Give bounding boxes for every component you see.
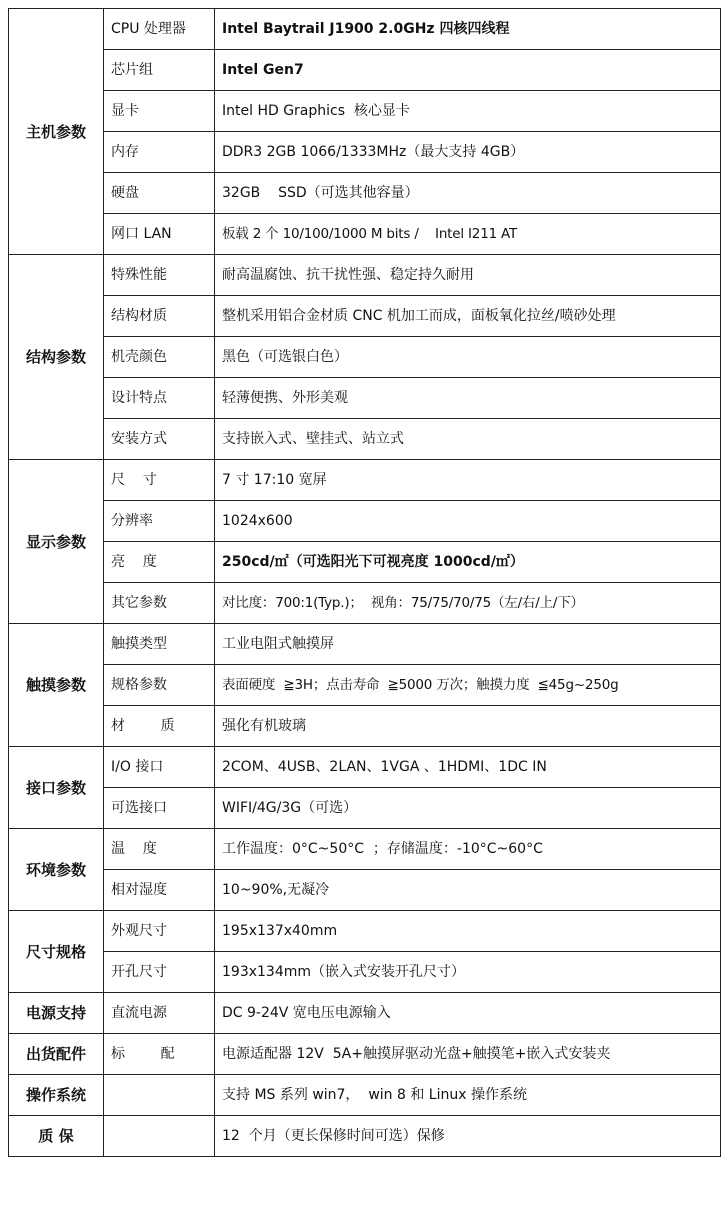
spec-row <box>9 337 721 378</box>
spec-table-body <box>9 9 721 1157</box>
spec-label: 显卡 <box>104 91 215 132</box>
spec-value: 2COM、4USB、2LAN、1VGA 、1HDMI、1DC IN <box>215 747 721 788</box>
category-cell: 接口参数 <box>9 747 104 829</box>
category-cell: 电源支持 <box>9 993 104 1034</box>
spec-label: CPU 处理器 <box>104 9 215 50</box>
spec-label: 特殊性能 <box>104 255 215 296</box>
spec-value: 工业电阻式触摸屏 <box>215 624 721 665</box>
category-cell: 质 保 <box>9 1116 104 1157</box>
spec-value: 12 个月（更长保修时间可选）保修 <box>215 1116 721 1157</box>
spec-value: 7 寸 17:10 宽屏 <box>215 460 721 501</box>
spec-row <box>9 1116 721 1157</box>
spec-value: 支持嵌入式、壁挂式、站立式 <box>215 419 721 460</box>
spec-row <box>9 624 721 665</box>
spec-label: 相对湿度 <box>104 870 215 911</box>
category-cell: 结构参数 <box>9 255 104 460</box>
spec-row <box>9 911 721 952</box>
spec-row <box>9 255 721 296</box>
category-cell: 尺寸规格 <box>9 911 104 993</box>
spec-label: 结构材质 <box>104 296 215 337</box>
spec-value: Intel HD Graphics 核心显卡 <box>215 91 721 132</box>
spec-value: DC 9-24V 宽电压电源输入 <box>215 993 721 1034</box>
spec-label: 标 配 <box>104 1034 215 1075</box>
category-cell: 触摸参数 <box>9 624 104 747</box>
spec-value: 表面硬度 ≧3H；点击寿命 ≧5000 万次；触摸力度 ≦45g~250g <box>215 665 721 706</box>
spec-row <box>9 91 721 132</box>
spec-row <box>9 460 721 501</box>
spec-table <box>8 8 721 1157</box>
spec-label: 外观尺寸 <box>104 911 215 952</box>
spec-value: 10~90%,无凝冷 <box>215 870 721 911</box>
spec-label: 开孔尺寸 <box>104 952 215 993</box>
spec-row <box>9 378 721 419</box>
spec-label: I/O 接口 <box>104 747 215 788</box>
spec-row <box>9 419 721 460</box>
spec-row <box>9 9 721 50</box>
spec-row <box>9 665 721 706</box>
category-cell: 主机参数 <box>9 9 104 255</box>
spec-label: 可选接口 <box>104 788 215 829</box>
spec-value: Intel Gen7 <box>215 50 721 91</box>
spec-label: 亮 度 <box>104 542 215 583</box>
spec-value: 1024x600 <box>215 501 721 542</box>
spec-value: 耐高温腐蚀、抗干扰性强、稳定持久耐用 <box>215 255 721 296</box>
spec-value: 193x134mm（嵌入式安装开孔尺寸） <box>215 952 721 993</box>
spec-row <box>9 829 721 870</box>
spec-label: 安装方式 <box>104 419 215 460</box>
spec-value: 强化有机玻璃 <box>215 706 721 747</box>
spec-value: DDR3 2GB 1066/1333MHz（最大支持 4GB） <box>215 132 721 173</box>
spec-row <box>9 583 721 624</box>
spec-label: 材 质 <box>104 706 215 747</box>
spec-label: 机壳颜色 <box>104 337 215 378</box>
spec-label <box>104 1116 215 1157</box>
spec-label: 芯片组 <box>104 50 215 91</box>
spec-row <box>9 50 721 91</box>
spec-value: 195x137x40mm <box>215 911 721 952</box>
spec-label <box>104 1075 215 1116</box>
spec-row <box>9 747 721 788</box>
spec-label: 内存 <box>104 132 215 173</box>
spec-value: 黑色（可选银白色） <box>215 337 721 378</box>
spec-value: 工作温度：0°C~50°C ；存储温度：-10°C~60°C <box>215 829 721 870</box>
spec-row <box>9 501 721 542</box>
spec-row <box>9 132 721 173</box>
spec-value: Intel Baytrail J1900 2.0GHz 四核四线程 <box>215 9 721 50</box>
spec-label: 分辨率 <box>104 501 215 542</box>
spec-label: 尺 寸 <box>104 460 215 501</box>
spec-value: 整机采用铝合金材质 CNC 机加工而成，面板氧化拉丝/喷砂处理 <box>215 296 721 337</box>
spec-label: 网口 LAN <box>104 214 215 255</box>
category-cell: 环境参数 <box>9 829 104 911</box>
spec-value: 板载 2 个 10/100/1000 M bits / Intel I211 AT <box>215 214 721 255</box>
category-cell: 出货配件 <box>9 1034 104 1075</box>
spec-row <box>9 1034 721 1075</box>
spec-value: 250cd/㎡（可选阳光下可视亮度 1000cd/㎡） <box>215 542 721 583</box>
spec-label: 其它参数 <box>104 583 215 624</box>
spec-value: 对比度：700:1(Typ.)； 视角：75/75/70/75（左/右/上/下） <box>215 583 721 624</box>
spec-label: 硬盘 <box>104 173 215 214</box>
spec-row <box>9 993 721 1034</box>
spec-label: 设计特点 <box>104 378 215 419</box>
category-cell: 显示参数 <box>9 460 104 624</box>
spec-value: 支持 MS 系列 win7， win 8 和 Linux 操作系统 <box>215 1075 721 1116</box>
spec-label: 规格参数 <box>104 665 215 706</box>
spec-row <box>9 706 721 747</box>
spec-row <box>9 952 721 993</box>
spec-row <box>9 1075 721 1116</box>
spec-label: 温 度 <box>104 829 215 870</box>
spec-value: 轻薄便携、外形美观 <box>215 378 721 419</box>
spec-value: 32GB SSD（可选其他容量） <box>215 173 721 214</box>
spec-row <box>9 870 721 911</box>
spec-value: WIFI/4G/3G（可选） <box>215 788 721 829</box>
spec-value: 电源适配器 12V 5A+触摸屏驱动光盘+触摸笔+嵌入式安装夹 <box>215 1034 721 1075</box>
spec-row <box>9 542 721 583</box>
spec-row <box>9 296 721 337</box>
spec-label: 直流电源 <box>104 993 215 1034</box>
spec-row <box>9 788 721 829</box>
category-cell: 操作系统 <box>9 1075 104 1116</box>
spec-row <box>9 173 721 214</box>
spec-label: 触摸类型 <box>104 624 215 665</box>
spec-row <box>9 214 721 255</box>
